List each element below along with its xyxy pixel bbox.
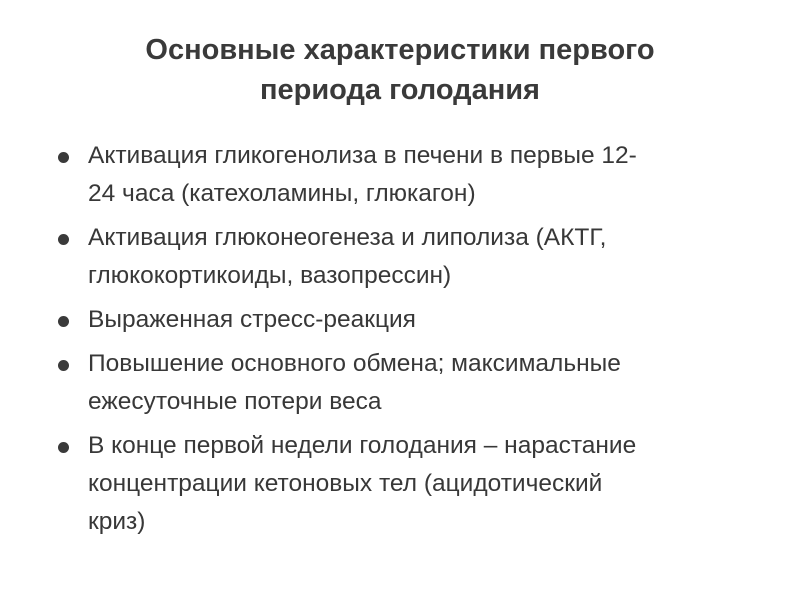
bullet-dot-icon xyxy=(58,152,69,163)
bullet-text-line: ежесуточные потери веса xyxy=(88,388,382,415)
bullet-dot-icon xyxy=(58,234,69,245)
bullet-item-3 xyxy=(52,301,772,339)
bullet-dot-icon xyxy=(58,442,69,453)
bullet-text-line: Активация гликогенолиза в печени в первые 12- xyxy=(88,142,637,169)
bullet-text-line: Выраженная стресс-реакция xyxy=(88,306,416,333)
bullet-dot-icon xyxy=(58,316,69,327)
bullet-item-1 xyxy=(52,137,772,213)
slide-title-line-1: Основные характеристики первого xyxy=(145,34,655,66)
bullet-text-line: Повышение основного обмена; максимальные xyxy=(88,350,621,377)
bullet-text-line: 24 часа (катехоламины, глюкагон) xyxy=(88,180,476,207)
slide-title xyxy=(0,30,800,110)
slide-title-line-2: периода голодания xyxy=(260,74,540,106)
bullet-dot-icon xyxy=(58,360,69,371)
bullet-text-line: криз) xyxy=(88,508,146,535)
bullet-text-line: глюкокортикоиды, вазопрессин) xyxy=(88,262,452,289)
bullet-text-line: В конце первой недели голодания – нарастание xyxy=(88,432,637,459)
bullet-list xyxy=(52,137,772,547)
bullet-text-line: Активация глюконеогенеза и липолиза (АКТГ, xyxy=(88,224,607,251)
bullet-text-line: концентрации кетоновых тел (ацидотический xyxy=(88,470,603,497)
bullet-item-2 xyxy=(52,219,772,295)
bullet-item-4 xyxy=(52,345,772,421)
bullet-item-5 xyxy=(52,427,772,541)
